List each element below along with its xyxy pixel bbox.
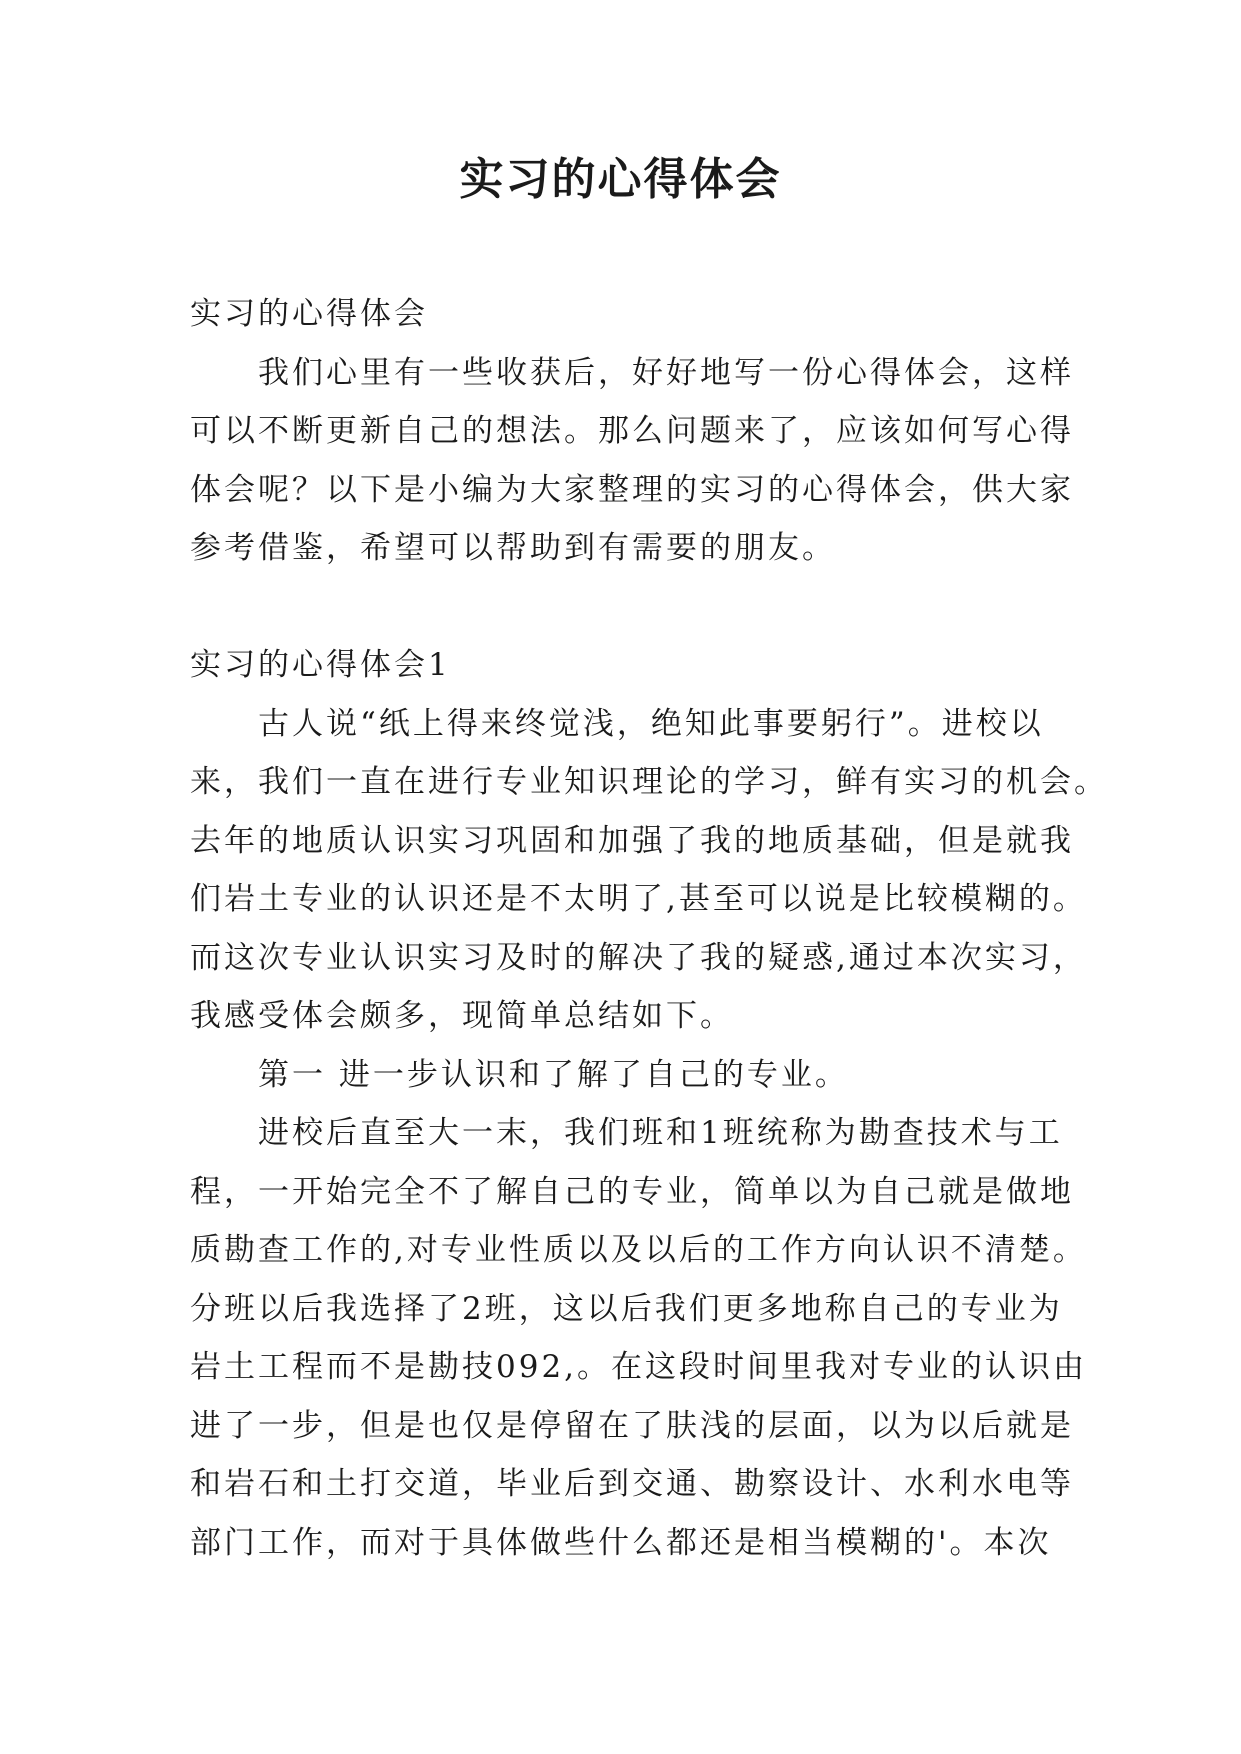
document-body — [190, 285, 1108, 1572]
paragraph-line: 进了一步，但是也仅是停留在了肤浅的层面，以为以后就是 — [190, 1407, 1074, 1444]
paragraph-line: 去年的地质认识实习巩固和加强了我的地质基础，但是就我 — [190, 822, 1074, 859]
intro-line: 可以不断更新自己的想法。那么问题来了，应该如何写心得 — [190, 413, 1074, 449]
intro-line: 参考借鉴，希望可以帮助到有需要的朋友。 — [190, 530, 836, 566]
paragraph-line: 而这次专业认识实习及时的解决了我的疑惑,通过本次实习， — [190, 939, 1087, 976]
paragraph-line: 们岩土专业的认识还是不太明了,甚至可以说是比较模糊的。 — [190, 881, 1087, 917]
intro-line: 我们心里有一些收获后，好好地写一份心得体会，这样 — [258, 354, 1074, 391]
paragraph-gap — [190, 578, 1052, 637]
paragraph-line: 古人说“纸上得来终觉浅，绝知此事要躬行”。进校以 — [258, 705, 1044, 742]
paragraph-line: 岩土工程而不是勘技092,。在这段时间里我对专业的认识由 — [190, 1349, 1088, 1385]
section-heading: 实习的心得体会1 — [190, 647, 451, 683]
paragraph-line: 部门工作，而对于具体做些什么都还是相当模糊的'。本次 — [190, 1524, 1052, 1561]
point-heading: 第一 进一步认识和了解了自己的专业。 — [258, 1056, 849, 1093]
subtitle: 实习的心得体会 — [190, 296, 428, 332]
paragraph-line: 我感受体会颇多，现简单总结如下。 — [190, 998, 734, 1034]
paragraph-line: 和岩石和土打交道，毕业后到交通、勘察设计、水利水电等 — [190, 1466, 1074, 1502]
paragraph-line: 来，我们一直在进行专业知识理论的学习，鲜有实习的机会。 — [190, 764, 1108, 800]
paragraph-line: 分班以后我选择了2班，这以后我们更多地称自己的专业为 — [190, 1290, 1063, 1327]
paragraph-line: 质勘查工作的,对专业性质以及以后的工作方向认识不清楚。 — [190, 1232, 1087, 1268]
intro-line: 体会呢？以下是小编为大家整理的实习的心得体会，供大家 — [190, 471, 1074, 508]
paragraph-line: 程，一开始完全不了解自己的专业，简单以为自己就是做地 — [190, 1173, 1074, 1210]
paragraph-line: 进校后直至大一末，我们班和1班统称为勘查技术与工 — [258, 1115, 1063, 1151]
document-title: 实习的心得体会 — [459, 154, 782, 205]
